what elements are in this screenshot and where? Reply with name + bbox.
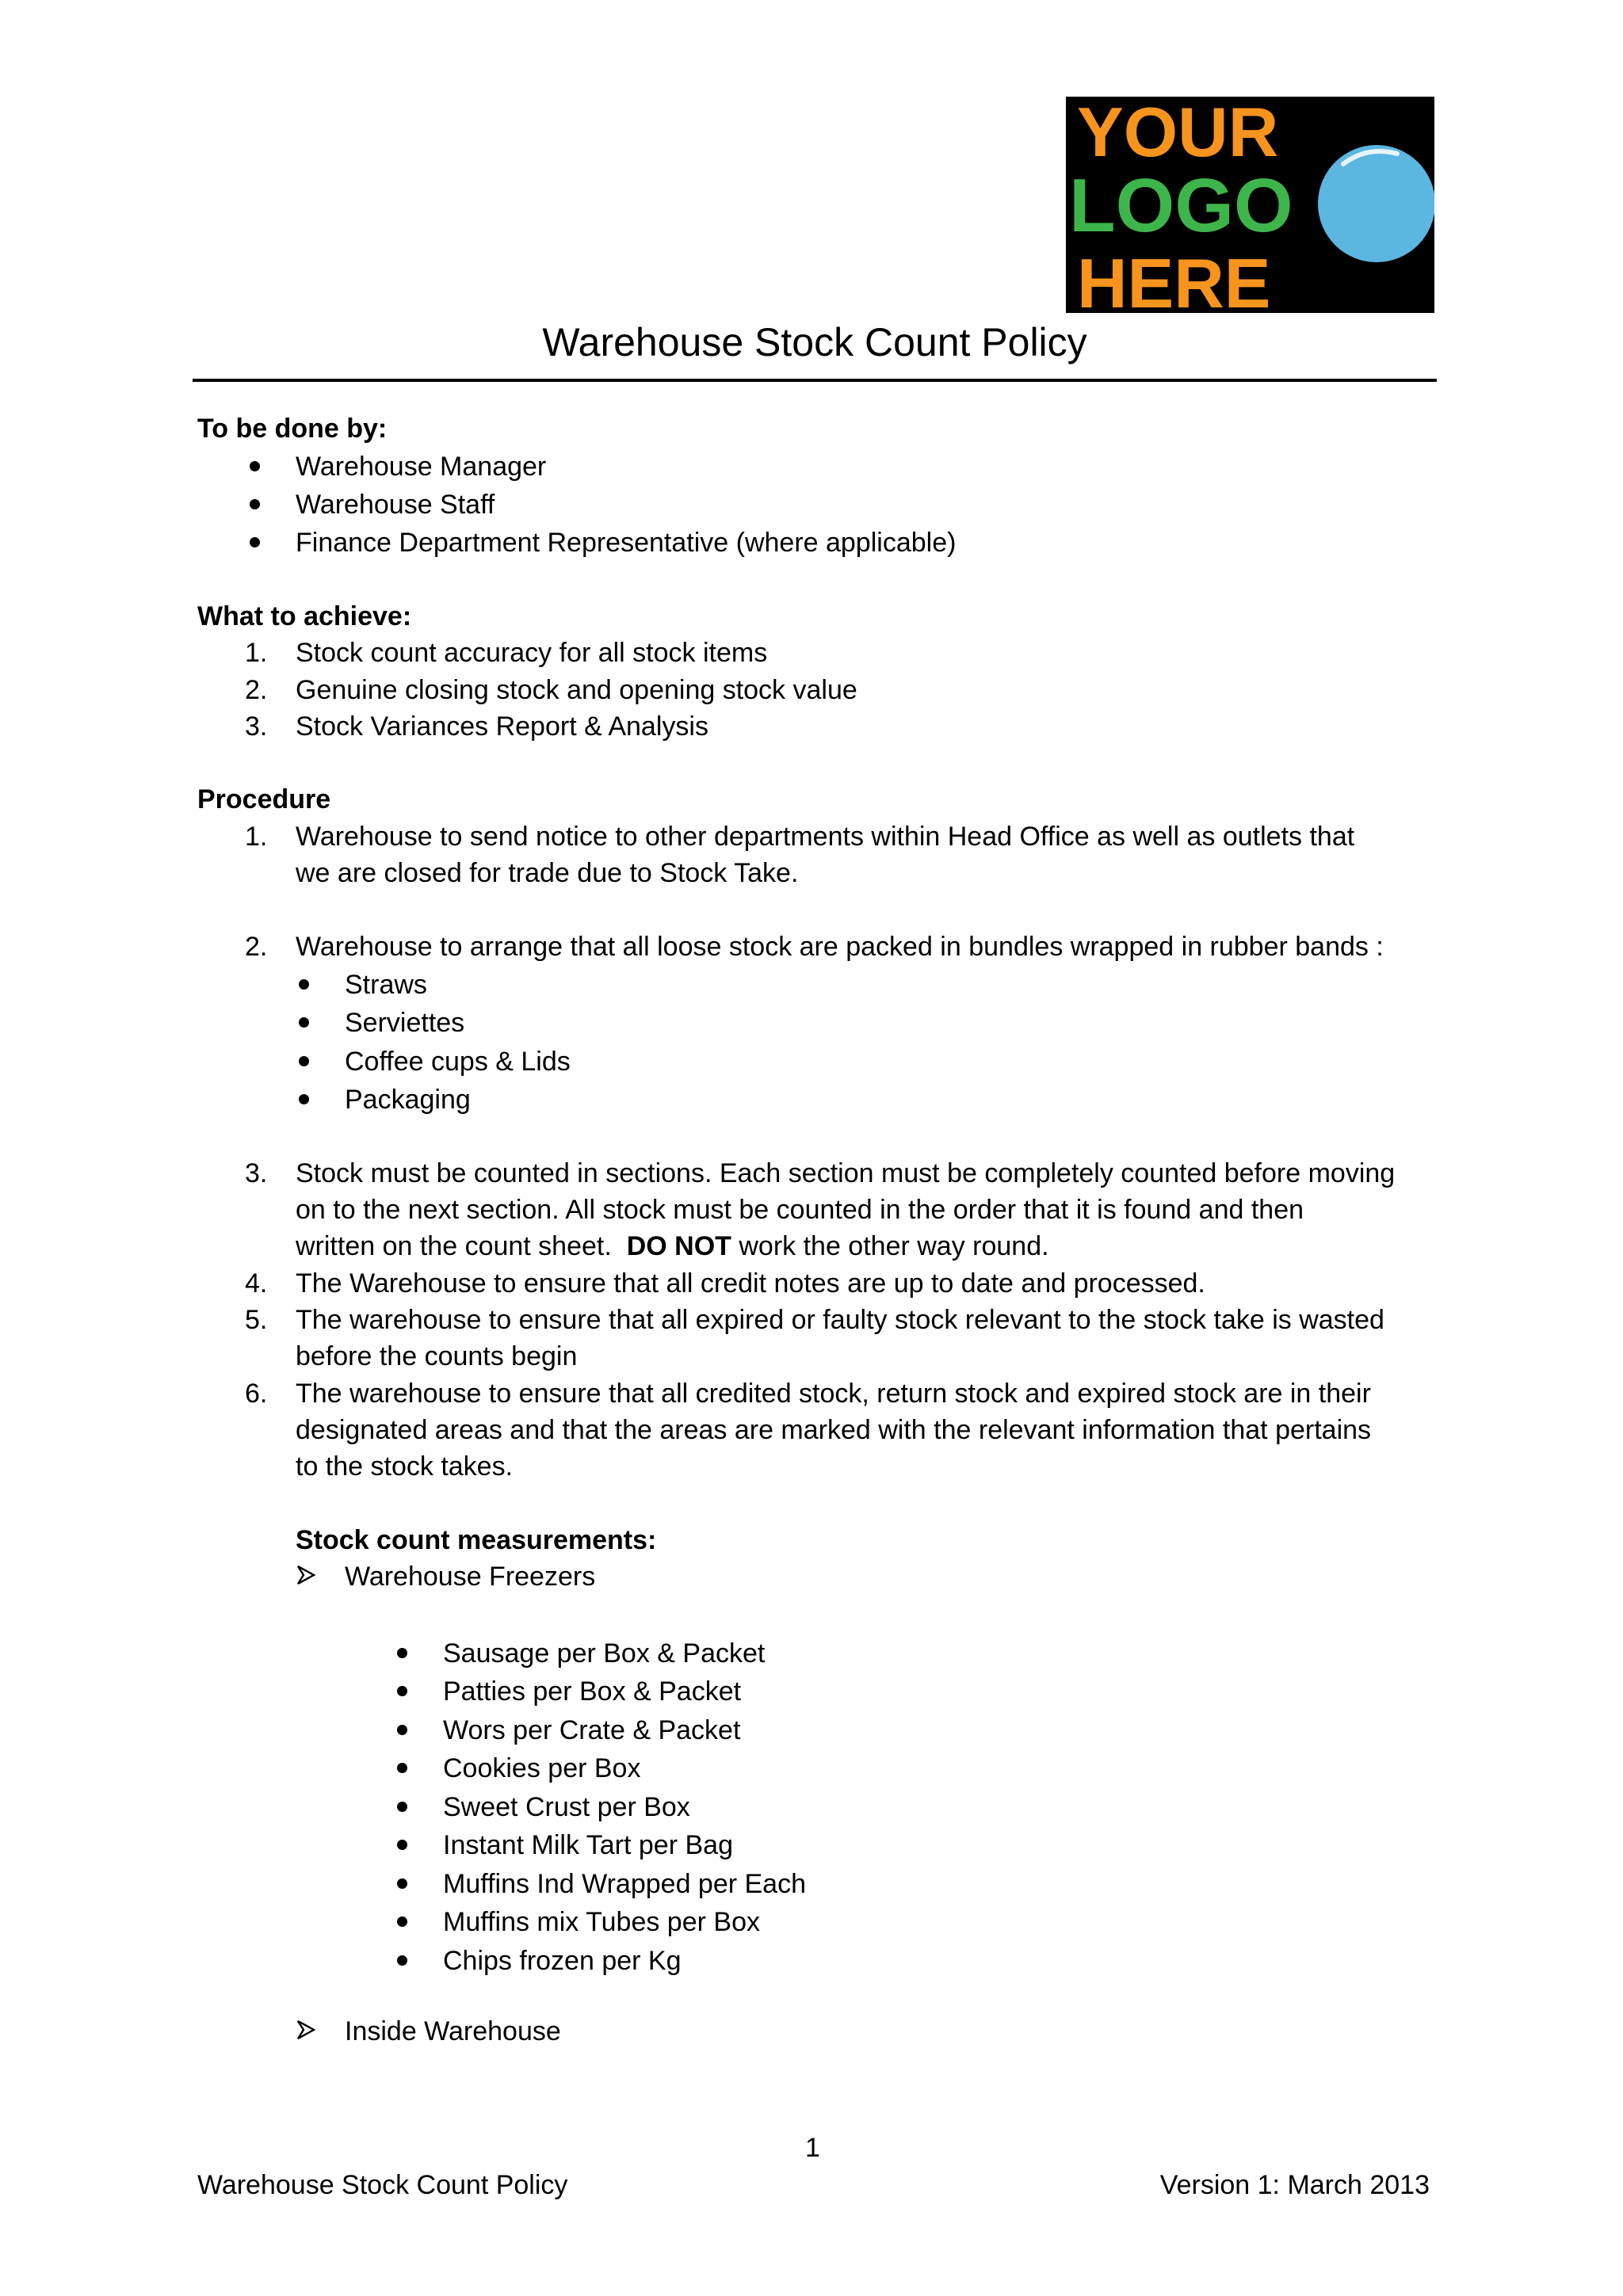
footer-right: Version 1: March 2013 bbox=[1159, 2170, 1430, 2200]
list-item: Serviettes bbox=[345, 1008, 465, 1038]
list-item: Sausage per Box & Packet bbox=[443, 1638, 766, 1669]
step-number: 2. bbox=[245, 932, 268, 962]
arrow-bullet-icon bbox=[296, 1565, 315, 1585]
bullet bbox=[397, 1763, 407, 1773]
svg-text:LOGO: LOGO bbox=[1069, 163, 1293, 248]
achieve-heading: What to achieve: bbox=[197, 601, 412, 631]
list-item: Wors per Crate & Packet bbox=[443, 1715, 741, 1745]
measurement-group: Warehouse Freezers bbox=[345, 1562, 596, 1592]
list-item: Chips frozen per Kg bbox=[443, 1946, 682, 1976]
step-text: Warehouse to send notice to other departments within Head Office as well as outlets that bbox=[296, 822, 1355, 852]
title-underline bbox=[193, 379, 1437, 382]
bullet bbox=[397, 1725, 407, 1735]
step-text: on to the next section. All stock must be counted in the order that it is found and then bbox=[296, 1195, 1304, 1225]
bullet bbox=[250, 537, 260, 547]
measurement-group: Inside Warehouse bbox=[345, 2016, 561, 2046]
svg-text:YOUR: YOUR bbox=[1077, 97, 1279, 171]
bullet bbox=[397, 1917, 407, 1927]
list-item: Stock Variances Report & Analysis bbox=[296, 711, 708, 742]
svg-text:HERE: HERE bbox=[1077, 244, 1271, 313]
page-number: 1 bbox=[805, 2133, 820, 2163]
list-item: Finance Department Representative (where applicable) bbox=[296, 528, 957, 558]
bullet bbox=[397, 1802, 407, 1812]
step-text bbox=[296, 1228, 1049, 1264]
arrow-bullet-icon bbox=[296, 2019, 315, 2040]
step-text: we are closed for trade due to Stock Take. bbox=[296, 858, 799, 888]
list-item: Warehouse Manager bbox=[296, 452, 547, 482]
step-text: The Warehouse to ensure that all credit notes are up to date and processed. bbox=[296, 1268, 1205, 1299]
step-number: 1. bbox=[245, 822, 268, 852]
bullet bbox=[299, 979, 309, 990]
step-text: designated areas and that the areas are marked with the relevant information that pertains bbox=[296, 1415, 1372, 1445]
step-text: The warehouse to ensure that all expired or faulty stock relevant to the stock take is wasted bbox=[296, 1305, 1384, 1335]
step-text-part: work the other way round. bbox=[731, 1231, 1049, 1261]
list-item: Stock count accuracy for all stock items bbox=[296, 638, 768, 668]
step-text: before the counts begin bbox=[296, 1341, 578, 1371]
list-number: 3. bbox=[245, 711, 268, 742]
step-number: 3. bbox=[245, 1158, 268, 1188]
bullet bbox=[250, 499, 260, 509]
bullet bbox=[397, 1955, 407, 1966]
step-text: The warehouse to ensure that all credited stock, return stock and expired stock are in their bbox=[296, 1379, 1371, 1409]
list-item: Patties per Box & Packet bbox=[443, 1676, 742, 1707]
list-item: Cookies per Box bbox=[443, 1753, 641, 1783]
step-number: 4. bbox=[245, 1268, 268, 1299]
list-item: Genuine closing stock and opening stock value bbox=[296, 675, 857, 705]
bullet bbox=[299, 1094, 309, 1104]
emphasis-text: DO NOT bbox=[626, 1231, 731, 1261]
list-item: Muffins mix Tubes per Box bbox=[443, 1907, 760, 1937]
bullet bbox=[299, 1056, 309, 1066]
list-number: 2. bbox=[245, 675, 268, 705]
bullet bbox=[397, 1648, 407, 1658]
bullet bbox=[397, 1686, 407, 1696]
step-text: Stock must be counted in sections. Each section must be completely counted before moving bbox=[296, 1158, 1396, 1188]
bullet bbox=[250, 461, 260, 471]
list-item: Packaging bbox=[345, 1085, 471, 1115]
bullet bbox=[299, 1017, 309, 1028]
list-number: 1. bbox=[245, 638, 268, 668]
document-title: Warehouse Stock Count Policy bbox=[542, 320, 1087, 364]
step-text: Warehouse to arrange that all loose stock are packed in bundles wrapped in rubber bands : bbox=[296, 932, 1384, 962]
bullet bbox=[397, 1878, 407, 1889]
measurements-heading: Stock count measurements: bbox=[296, 1525, 657, 1555]
list-item: Straws bbox=[345, 970, 427, 1000]
step-text-part: written on the count sheet. bbox=[296, 1231, 627, 1261]
step-text: to the stock takes. bbox=[296, 1451, 514, 1482]
step-number: 6. bbox=[245, 1379, 268, 1409]
procedure-heading: Procedure bbox=[197, 784, 331, 814]
list-item: Coffee cups & Lids bbox=[345, 1047, 571, 1077]
footer-left: Warehouse Stock Count Policy bbox=[197, 2170, 568, 2200]
list-item: Warehouse Staff bbox=[296, 490, 495, 520]
list-item: Instant Milk Tart per Bag bbox=[443, 1830, 733, 1860]
bullet bbox=[397, 1840, 407, 1850]
step-number: 5. bbox=[245, 1305, 268, 1335]
list-item: Sweet Crust per Box bbox=[443, 1792, 690, 1822]
company-logo bbox=[1066, 97, 1434, 313]
list-item: Muffins Ind Wrapped per Each bbox=[443, 1869, 807, 1899]
done-by-heading: To be done by: bbox=[197, 414, 388, 444]
logo-graphic bbox=[1066, 97, 1434, 313]
